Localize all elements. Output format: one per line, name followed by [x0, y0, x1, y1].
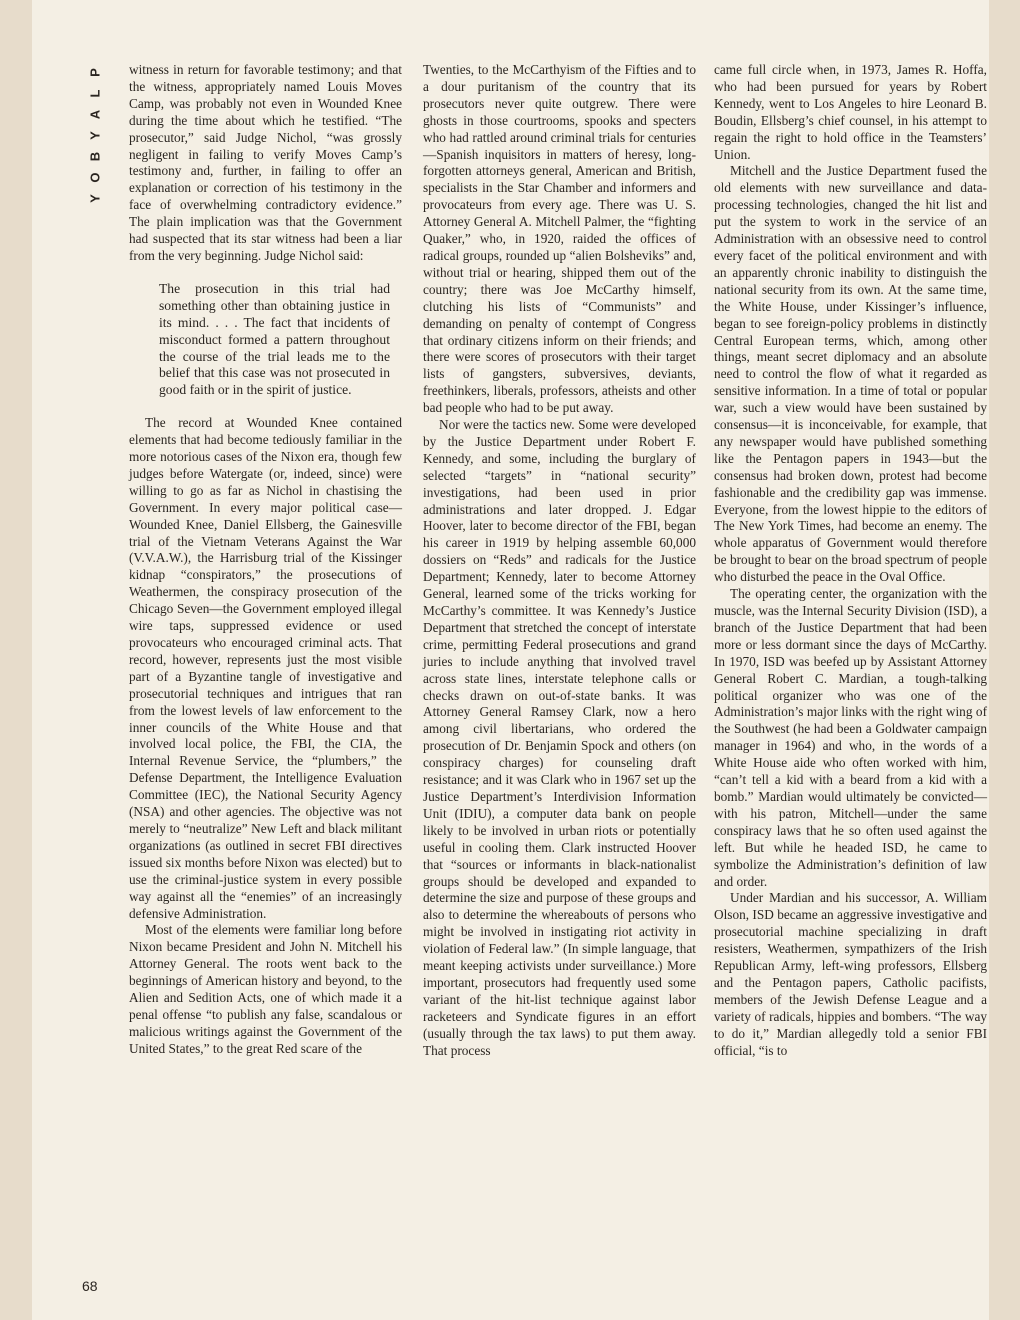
magazine-page: [32, 0, 989, 1320]
masthead-letter: P: [87, 68, 103, 77]
paragraph: The record at Wounded Knee contained elements that had become tediously familiar in the more notorious cases of the Nixon era, though few judges before Watergate (or, indeed, since) were willing to go as far as Nichol in chastising the Government. In every major political case—Wounded Knee, Daniel Ellsberg, the Gainesville trial of the Vietnam Veterans Against the War (V.V.A.W.), the Harrisburg trial of the Kissinger kidnap “conspirators,” the prosecutions of Weathermen, the conspiracy prosecution of the Chicago Seven—the Government employed illegal wire taps, suppressed evidence or used provocateurs who encouraged criminal acts. That record, however, represents just the most visible part of a Byzantine tangle of investigative and prosecutorial techniques and intrigues that ran from the lowest levels of law enforcement to the inner councils of the White House and that involved local police, the FBI, the CIA, the Internal Revenue Service, the “plumbers,” the Defense Department, the Intelligence Evaluation Committee (IEC), the National Security Agency (NSA) and other agencies. The objective was not merely to “neutralize” New Left and black militant organizations (as outlined in secret FBI directives issued six months before Nixon was elected) but to use the criminal-justice system in every possible way against all the “enemies” of an increasingly defensive Administration.: [129, 415, 402, 921]
page-number: 68: [82, 1278, 98, 1294]
paragraph: Nor were the tactics new. Some were developed by the Justice Department under Robert F. Kennedy, and some, including the burglary of selected “targets” in “national security” investigations, had been used in prior administrations and later dropped. J. Edgar Hoover, later to become director of the FBI, began his career in 1919 by helping assemble 60,000 dossiers on “Reds” and radicals for the Justice Department; Kennedy, later to become Attorney General, learned some of the tricks working for McCarthy’s committee. It was Kennedy’s Justice Department that stretched the concept of interstate crime, permitting Federal prosecutions and grand juries to include anything that involved travel across state lines, interstate telephone calls or checks drawn on out-of-state banks. It was Attorney General Ramsey Clark, now a hero among civil libertarians, who ordered the prosecution of Dr. Benjamin Spock and others (on conspiracy charges) for counseling draft resistance; and it was Clark who in 1967 set up the Justice Department’s Interdivision Information Unit (IDIU), a computer data bank on people likely to be involved in urban riots or potentially useful in cooling them. Clark instructed Hoover that “sources or informants in black-nationalist groups should be developed and expanded to determine the size and purpose of these groups and also to determine the whereabouts of persons who might be involved in instigating riot activity in violation of Federal law.” (In simple language, that meant keeping activists under surveillance.) More important, prosecutors had frequently used some variant of the hit-list technique against labor racketeers and Syndicate figures in an effort (usually through the tax laws) to put them away. That process: [423, 417, 696, 1058]
paragraph: witness in return for favorable testimony; and that the witness, appropriately named Louis Moves Camp, was probably not even in Wounded Knee during the time about which he testified. “The prosecutor,” said Judge Nichol, “was grossly negligent in failing to verify Moves Camp’s testimony and, further, in failing to offer an explanation or correction of his testimony in the face of overwhelming contradictory evidence.” The plain implication was that the Government had suspected that its star witness had been a liar from the very beginning. Judge Nichol said:: [129, 62, 402, 263]
paragraph: Mitchell and the Justice Department fused the old elements with new surveillance and data-processing technologies, changed the hit list and put the system to work in the service of an Administration with an obsessive need to control every facet of the political environment and with an apparently chronic inability to distinguish the national security from its own. At the same time, the White House, under Kissinger’s influence, began to see foreign-policy problems in distinctly Central European terms, which, among other things, meant secret diplomacy and an absolute need to control the flow of what it regarded as sensitive information. In a time of total or popular war, such a view would have been sustained by consensus—it is inconceivable, for example, that any newspaper would have published something like the Pentagon papers in 1943—but the consensus had broken down, protest had become fashionable and the credibility gap was immense. Everyone, from the lowest hippie to the editors of The New York Times, had become an enemy. The whole apparatus of Government would therefore be brought to bear on the broad spectrum of people who disturbed the peace in the Oval Office.: [714, 163, 987, 585]
article-column-1: [129, 62, 402, 1058]
masthead-letter: A: [87, 109, 103, 120]
article-column-2: [423, 62, 696, 1059]
paragraph: came full circle when, in 1973, James R. Hoffa, who had been pursued for years by Robert Kennedy, went to Los Angeles to hire Leonard B. Boudin, Ellsberg’s chief counsel, in his attempt to regain the right to hold office in the Teamsters’ Union.: [714, 62, 987, 162]
masthead-letter: Y: [87, 131, 103, 140]
article-column-3: [714, 62, 987, 1059]
block-quote: The prosecution in this trial had something other than obtaining justice in its mind. . . . The fact that incidents of misconduct formed a pattern throughout the course of the trial leads me to the belief that this case was not prosecuted in good faith or in the spirit of justice.: [159, 280, 390, 398]
masthead-letter: O: [87, 172, 103, 183]
masthead-playboy: [84, 62, 106, 209]
masthead-letter: L: [87, 89, 103, 98]
paragraph: Most of the elements were familiar long before Nixon became President and John N. Mitchell his Attorney General. The roots went back to the beginnings of American history and beyond, to the Alien and Sedition Acts, one of which made it a penal offense “to publish any false, scandalous or malicious writings against the Government of the United States,” to the great Red scare of the: [129, 922, 402, 1056]
masthead-letter: Y: [87, 194, 103, 203]
paragraph: The operating center, the organization with the muscle, was the Internal Security Division (ISD), a branch of the Justice Department that had been more or less dormant since the days of McCarthy. In 1970, ISD was beefed up by Assistant Attorney General Robert C. Mardian, a tough-talking political organizer who was one of the Administration’s major links with the right wing of the Southwest (he had been a Goldwater campaign manager in 1964) and who, in the words of a White House aide who often worked with him, “can’t tell a kid with a beard from a kid with a bomb.” Mardian would ultimately be convicted—with his patron, Mitchell—under the same conspiracy laws that he so often used against the left. But while he headed ISD, he came to symbolize the Administration’s definition of law and order.: [714, 586, 987, 889]
paragraph: Under Mardian and his successor, A. William Olson, ISD became an aggressive investigative and prosecutorial machine specializing in draft resisters, Weathermen, sympathizers of the Irish Republican Army, left-wing professors, Ellsberg and the Pentagon papers, Catholic pacifists, members of the Jewish Defense League and a variety of radicals, hippies and bombers. “The way to do it,” Mardian allegedly told a senior FBI official, “is to: [714, 890, 987, 1058]
masthead-letter: B: [87, 151, 103, 162]
paragraph: Twenties, to the McCarthyism of the Fifties and to a dour puritanism of the country that its prosecutors never quite outgrew. There were ghosts in those courtrooms, spooks and specters who had rattled around criminal trials for centuries—Spanish inquisitors in matters of heresy, long-forgotten attorneys general, American and British, specialists in the Star Chamber and informers and provocateurs from every age. There was U. S. Attorney General A. Mitchell Palmer, the “fighting Quaker,” who, in 1920, raided the offices of radical groups, rounded up “alien Bolsheviks” and, without trial or hearing, shipped them out of the country; there was Joe McCarthy himself, clutching his lists of “Communists” and demanding on penalty of contempt of Congress that ordinary citizens inform on their friends; and there were scores of prosecutors with their target lists of gangsters, subversives, deviants, freethinkers, liberals, professors, atheists and other bad people who had to be put away.: [423, 62, 696, 416]
